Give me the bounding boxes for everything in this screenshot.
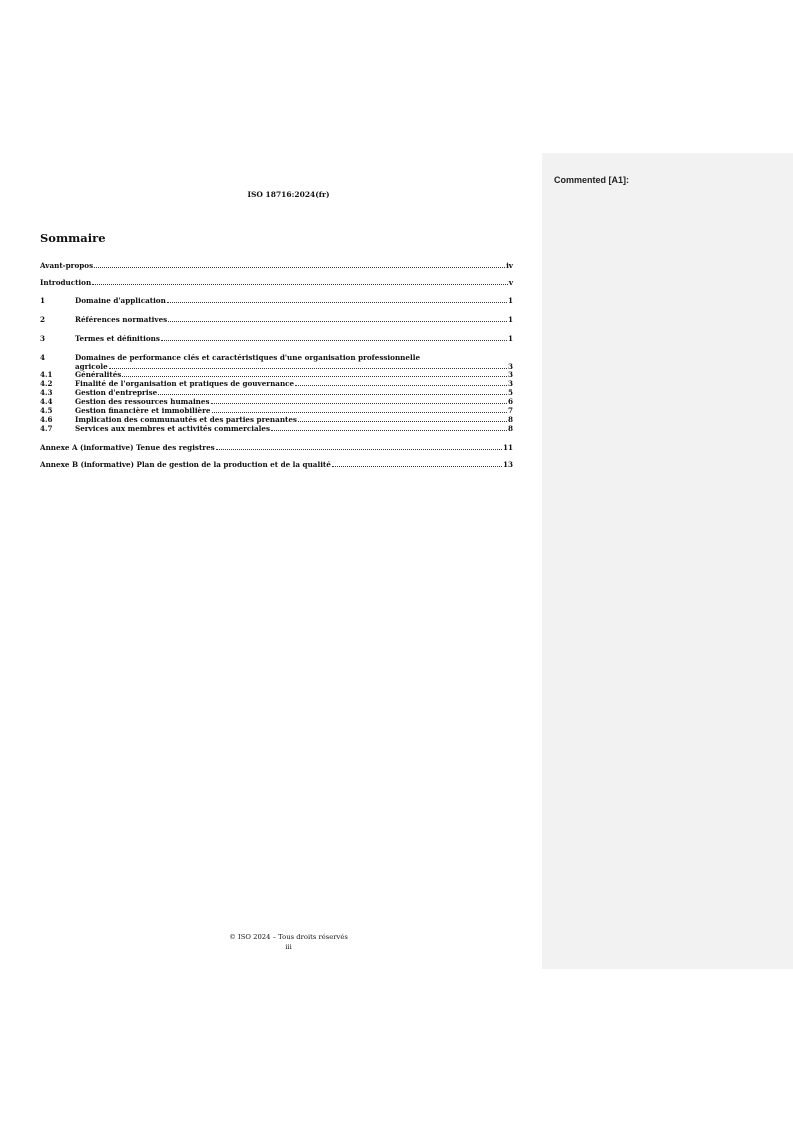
toc-entry-title: Gestion d'entreprise: [75, 388, 158, 397]
toc-entry-page: iv: [506, 261, 513, 270]
dot-leader: [167, 301, 507, 303]
dot-leader: [109, 367, 507, 369]
toc-entry-page: 1: [507, 315, 513, 324]
toc-entry-number: 4: [40, 353, 46, 362]
toc-entry[interactable]: [40, 279, 513, 287]
toc-entry[interactable]: [40, 297, 513, 305]
dot-leader: [92, 283, 508, 285]
toc-entry[interactable]: [40, 316, 513, 324]
toc-entry-heading-line[interactable]: [40, 354, 513, 362]
toc-entry-number: 4.6: [40, 415, 53, 424]
toc-entry-title: Termes et définitions: [75, 334, 160, 343]
dot-leader: [295, 384, 507, 386]
toc-entry-page: 7: [507, 406, 513, 415]
toc-entry-title-line1: Domaines de performance clés et caractéristiques d'une organisation professionnelle: [75, 353, 421, 362]
dot-leader: [122, 375, 507, 377]
toc-entry[interactable]: [40, 444, 513, 452]
page-footer: [0, 932, 577, 952]
toc-entry-page: 1: [507, 296, 513, 305]
toc-entry-number: 3: [40, 334, 46, 343]
toc-entry-title: Annexe A (informative) Tenue des registres: [40, 443, 215, 452]
toc-entry-number: 2: [40, 315, 46, 324]
toc-entry-title: Gestion des ressources humaines: [75, 397, 210, 406]
toc-entry-title: Gestion financière et immobilière: [75, 406, 211, 415]
dot-leader: [271, 429, 507, 431]
dot-leader: [168, 320, 507, 322]
toc-entry-page: 3: [507, 379, 513, 388]
toc-entry[interactable]: [40, 425, 513, 433]
toc-entry-title: Avant-propos: [40, 261, 94, 270]
page-number: iii: [285, 943, 292, 951]
dot-leader: [298, 420, 507, 422]
toc-entry-title: Implication des communautés et des parties prenantes: [75, 415, 297, 424]
comment-header: Commented [A1]:: [554, 175, 630, 185]
toc-entry-title: agricole: [75, 362, 108, 371]
toc-entry-page: 5: [507, 388, 513, 397]
dot-leader: [161, 339, 507, 341]
toc-entry[interactable]: [40, 461, 513, 469]
toc-entry-page: 3: [507, 362, 513, 371]
dot-leader: [212, 411, 507, 413]
comment-pane: [542, 153, 793, 969]
toc-entry-page: 11: [502, 443, 513, 452]
toc-entry-number: 4.4: [40, 397, 53, 406]
toc-entry-page: 3: [507, 370, 513, 379]
toc-entry-page: 13: [502, 460, 513, 469]
toc-entry-number: 4.3: [40, 388, 53, 397]
toc-entry-page: 6: [507, 397, 513, 406]
toc-entry-title: Finalité de l'organisation et pratiques de gouvernance: [75, 379, 295, 388]
dot-leader: [158, 393, 507, 395]
toc-entry-title: Références normatives: [75, 315, 168, 324]
toc-entry-title: Introduction: [40, 278, 92, 287]
toc-entry-title: Généralités: [75, 370, 122, 379]
toc-entry-page: 8: [507, 424, 513, 433]
toc-entry-number: 4.1: [40, 370, 53, 379]
toc-entry-page: 8: [507, 415, 513, 424]
toc-entry-title: Services aux membres et activités commerciales: [75, 424, 271, 433]
toc-entry-title: Annexe B (informative) Plan de gestion de la production et de la qualité: [40, 460, 331, 469]
dot-leader: [332, 465, 502, 467]
toc-entry-page: 1: [507, 334, 513, 343]
toc-entry-number: 4.5: [40, 406, 53, 415]
toc-entry-number: 1: [40, 296, 46, 305]
toc-entry-page: v: [508, 278, 513, 287]
copyright-notice: © ISO 2024 – Tous droits réservés: [229, 933, 348, 941]
toc-title: Sommaire: [40, 231, 106, 245]
document-header: ISO 18716:2024(fr): [247, 190, 330, 199]
dot-leader: [94, 266, 505, 268]
toc-entry-title: Domaine d'application: [75, 296, 166, 305]
toc-entry[interactable]: [40, 335, 513, 343]
toc-entry-number: 4.7: [40, 424, 53, 433]
toc-entry[interactable]: [40, 262, 513, 270]
dot-leader: [211, 402, 507, 404]
toc-entry-number: 4.2: [40, 379, 53, 388]
dot-leader: [216, 448, 502, 450]
